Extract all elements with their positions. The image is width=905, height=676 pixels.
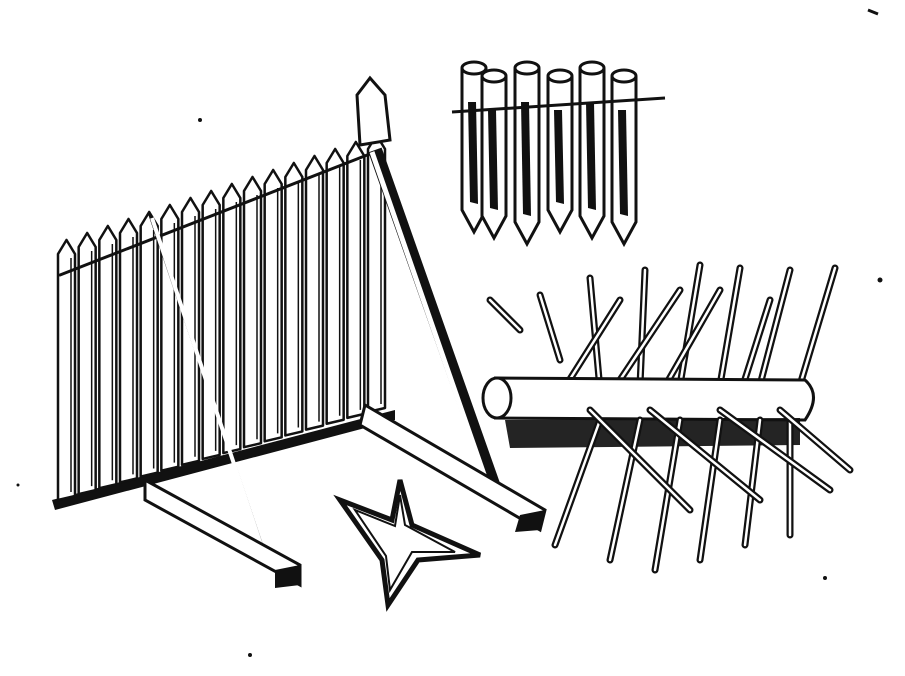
stake-top	[515, 62, 539, 74]
pointed-stakes-bundle	[452, 62, 665, 244]
stake-top	[580, 62, 604, 74]
spike-highlight	[800, 268, 835, 385]
stake-top	[482, 70, 506, 82]
fence-picket	[120, 219, 137, 482]
fence-picket	[265, 170, 282, 441]
stake-top	[612, 70, 636, 82]
fence-picket	[99, 226, 116, 488]
fence-picket	[285, 163, 302, 435]
fence-picket	[161, 205, 178, 471]
spike-highlight	[720, 268, 740, 385]
fence-picket	[79, 233, 96, 494]
fence-picket	[244, 177, 261, 447]
spike-highlight	[540, 295, 560, 360]
fence-picket	[347, 142, 364, 418]
fence-picket	[141, 212, 158, 477]
stake-top	[548, 70, 572, 82]
spike-highlight	[490, 300, 520, 330]
fence-picket	[223, 184, 240, 453]
caltrop	[340, 480, 480, 605]
fence-picket	[306, 156, 323, 430]
fence-picket	[58, 240, 75, 500]
fence-picket	[327, 149, 344, 424]
